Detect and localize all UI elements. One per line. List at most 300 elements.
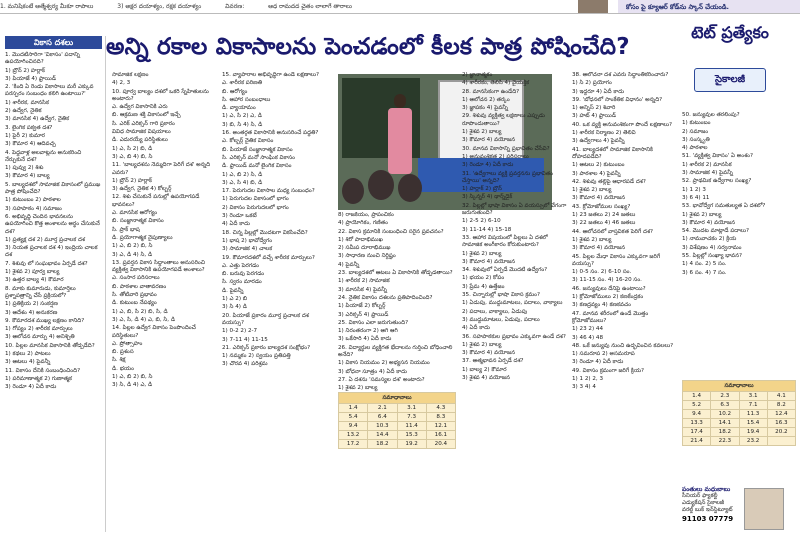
text-line: 53. భావోద్వేగ సమతుల్యత ఏ దశలో?	[682, 203, 766, 210]
text-line: 1) నామవాచకం 2) క్రియ	[682, 236, 737, 243]
text-line: 1) శైశవ 2) పూర్వ బాల్య	[5, 269, 60, 276]
text-line: 3) మానసిక 4) పైవన్నీ	[338, 286, 387, 293]
text-line: 1) 23 జతలు 2) 24 జతలు	[572, 212, 636, 219]
text-line: 30. మానవ వికాసాన్ని ప్రభావితం చేసేవి?	[462, 145, 550, 152]
text-line: 2) వికాసం పెరుగుదలలో భాగం	[222, 204, 289, 211]
text-line: 1) శైశవ 2) బాల్య	[572, 236, 612, 243]
table-row	[339, 422, 456, 431]
text-line: 4. పెద్దవాళ్ల అలవాట్లను అనుకరించి నేర్చుకునే దశ?	[5, 149, 82, 163]
text-line: 48. ఒకే జన్యువు నుంచి ఉద్భవించిన కవలలు?	[572, 342, 674, 349]
text-line: 3) సహపాఠం 4) సమాజం	[5, 205, 62, 212]
table-cell: 9.4	[683, 410, 711, 419]
table-cell: 12.1	[426, 422, 455, 431]
text-line: 3) కౌమార 4) వయోజన	[462, 137, 516, 144]
text-line: 27. ఏ దశను 'సమస్యల దశ' అంటారు?	[338, 376, 425, 383]
table-cell: 3.1	[397, 404, 426, 413]
text-line: 4) ఏదీ కాదు	[222, 221, 250, 228]
table-cell: 10.2	[711, 410, 739, 419]
table-cell: 19.2	[397, 440, 426, 449]
table-cell: 5.2	[683, 401, 711, 410]
answers-table-1	[338, 392, 456, 449]
text-line: డి. భయం	[112, 365, 134, 372]
text-line: సి. స్వరం మారడం	[222, 279, 262, 286]
text-line: 2) పదాలు, వాక్యాలు, ఏడుపు	[462, 308, 528, 315]
text-line: 17. పెరుగుదల వికాసాల మధ్య సంబంధం?	[222, 188, 315, 195]
table-cell: 9.4	[339, 422, 368, 431]
table-cell: 17.2	[339, 440, 368, 449]
text-line: 39. 'బోధనలో సాంకేతిక విధానం' అన్నది?	[572, 96, 663, 103]
table-row	[339, 413, 456, 422]
sidebar-heading: వికాస దశలు	[5, 36, 102, 49]
text-line: బి. సంజ్ఞానాత్మక వికాసం	[112, 218, 164, 225]
table-row	[339, 431, 456, 440]
text-line: 3) సంస్కృతి	[682, 136, 710, 143]
text-line: బి. పియాజే సంజ్ఞానాత్మక వికాసం	[222, 146, 293, 153]
text-line: వివిధ సామాజిక విషయాలు	[112, 129, 171, 136]
text-line: 1) ఎ, సి 2) బి, డి	[112, 145, 153, 152]
text-line: 1) ప్రత్యక్ష దశ 2) మూర్త ప్రచాలక దశ	[5, 236, 85, 243]
table-cell: 2.1	[368, 404, 397, 413]
author-phone: 91103 07779	[682, 515, 734, 523]
top-strip-item: 3) అక్షర దయాళ్యం, రక్షక దయాళ్యం	[117, 3, 202, 10]
table-cell: 3.1	[739, 392, 767, 401]
text-line: డి. పైవన్నీ	[222, 287, 244, 294]
table-cell: 18.2	[368, 440, 397, 449]
table-row	[683, 392, 796, 401]
text-line: 3) 3 4) 4	[572, 384, 596, 391]
student	[368, 170, 394, 200]
text-line: 3) కౌమార 4) ఆదివచ్చ	[5, 141, 56, 148]
text-line: 3) ఆదేశం 4) అనుకరణ	[5, 309, 58, 316]
text-line: 4) ప్రాయోగికం, గణితం	[338, 220, 388, 227]
text-line: 4) పాఠశాల	[682, 145, 708, 152]
table-cell	[767, 437, 795, 446]
text-line: 23. బాల్యదశలో ఆటలు ఏ వికాసానికి తోడ్పడతాయి?	[338, 270, 453, 277]
table-row	[683, 401, 796, 410]
top-strip-item: 1. మనిషికంటే ఆత్మేశ్వర్య మీకూ రాపాలు	[0, 3, 94, 10]
table-cell: 13.3	[683, 419, 711, 428]
text-line: 1) ఆటలు 2) కుటుంబం	[572, 162, 625, 169]
text-line: 1) శారీరక 2) సామాజిక	[338, 278, 390, 285]
column-4	[462, 72, 568, 534]
author-line: ఎడ్యుకేషన్ సైకాలజీ	[682, 500, 724, 506]
table-cell: 23.2	[739, 437, 767, 446]
text-line: 3) 11-14 4) 15-18	[462, 226, 512, 233]
text-line: 1) శారీరక, మానసిక	[5, 99, 49, 106]
text-line: 11. 'బాల్యదశను నెమ్మదిగా పెరిగే దశ' అన్నది ఎవరు?	[112, 162, 211, 176]
text-line: 3) శైశవ 4) వయోజన	[462, 374, 510, 381]
text-line: డి. ఎదురయ్యే పరిస్థితులు	[112, 137, 168, 144]
text-line: 1) 0-5 సం. 2) 6-10 సం.	[572, 269, 632, 276]
text-line: 1) శైశవ 2) బాల్య	[338, 385, 378, 392]
text-line: 1) సమరూప 2) అసమరూప	[572, 351, 635, 358]
table-cell: 14.1	[711, 419, 739, 428]
student	[342, 178, 364, 204]
text-line: 1) ప్రతిక్రియ 2) సంకర్షణ	[5, 301, 58, 308]
text-line: 1) శైశవ 2) బాల్య	[462, 250, 502, 257]
text-line: 18. చిన్న పిల్లల్లో మొదటగా వికసించేది?	[222, 229, 308, 236]
text-line: 47. మానవ శరీరంలో ఉండే మొత్తం క్రోమోజోములు?	[572, 310, 649, 324]
text-line: 3) కౌమార 4) వయోజన	[462, 350, 516, 357]
text-line: 2) ఉద్వేగ, నైతిక	[5, 108, 42, 115]
column-3	[338, 212, 458, 534]
text-line: 3) రెండూ 4) ఏదీ కాదు	[572, 359, 624, 366]
text-line: 1) పరిమాణాత్మక 2) గుణాత్మక	[5, 375, 72, 382]
table-cell: 8.2	[767, 401, 795, 410]
text-line: 3) కౌమార 4) వయోజన	[682, 219, 736, 226]
table-cell: 17.4	[683, 428, 711, 437]
text-line: 3) సి, డి 4) ఎ, డి	[112, 382, 153, 389]
table-cell: 19.4	[739, 428, 767, 437]
text-line: 3) ఎ, బి 4) బి, సి	[112, 153, 153, 160]
text-line: 3) ఎ, సి, డి 4) ఎ, బి, సి, డి	[112, 316, 175, 323]
table-cell: 16.1	[426, 431, 455, 440]
text-line: 10. పిల్లల మానసిక వికాసానికి తోడ్పడేది?	[5, 342, 95, 349]
text-line: 3) నియత ప్రచాలక దశ 4) ఇంద్రియ చాలక దశ	[5, 245, 98, 259]
table-cell: 15.3	[397, 431, 426, 440]
text-line: 3) సామాజిక 4) పైవన్నీ	[682, 170, 733, 177]
top-strip	[0, 0, 800, 14]
table-row	[683, 419, 796, 428]
table-cell: 4.1	[767, 392, 795, 401]
table-cell: 18.2	[711, 428, 739, 437]
text-line: 26. విద్యార్థుల వ్యక్తిగత భేదాలను గుర్తించి బోధించాలి అనేది?	[338, 344, 453, 359]
text-line: 3) ఎ, సి 4) బి, డి	[222, 179, 263, 186]
text-line: 3) ఎ, డి 4) సి, డి	[112, 251, 153, 258]
author-box	[682, 486, 796, 534]
text-line: 40. ఒక వ్యక్తి అనువంశికంగా పొందే లక్షణాలు?	[572, 121, 673, 128]
text-line: 37. ఆత్మభావన ఏర్పడే దశ?	[462, 358, 524, 365]
text-line: 12. శిశు చేసుకునే పనుల్లో ఉపయోగపడే భావనలు?	[112, 194, 200, 208]
text-line: 1) బాల్య 2) కౌమార	[462, 366, 507, 373]
table-cell: 8.3	[426, 413, 455, 422]
text-line: 1) కుటుంబం	[682, 120, 711, 127]
table-cell: 10.3	[368, 422, 397, 431]
text-line: 3) రెండూ 4) ఏదీ కాదు	[462, 162, 514, 169]
text-line: 42. శిశువు తల్లిపై ఆధారపడే దశ?	[572, 178, 646, 185]
column-1	[112, 72, 216, 534]
text-line: ఎ. ప్రోత్సాహం	[112, 340, 143, 347]
text-line: డి. కుటుంబ నేపథ్యం	[112, 300, 157, 307]
text-line: 25. వికాసం ఎలా జరుగుతుంది?	[338, 319, 409, 326]
table-cell: 14.4	[368, 431, 397, 440]
author-line: వరల్డ్ బుక్ ఇన్‌స్టిట్యూట్	[682, 507, 733, 513]
text-line: 1) పైరీ 2) కుమార	[5, 132, 45, 139]
text-line: 3) విశేషణం 4) సర్వనామం	[682, 244, 742, 251]
text-line: 8) రాజకీయం, ప్రాపంచికం	[338, 212, 394, 218]
text-line: 1) శైశవ 2) బాల్య	[572, 187, 612, 194]
text-line: 3) రెండూ ఒకటే	[222, 213, 257, 220]
student	[398, 174, 422, 202]
text-line: 3) స్కిన్నర్ 4) థార్న్‌డైక్	[462, 194, 513, 201]
text-line: 43. క్రోమోజోముల సంఖ్య?	[572, 203, 631, 210]
text-line: 14. పిల్లల ఉద్వేగ వికాసం పెంపొందించే పరిస్థితులు?	[112, 325, 196, 339]
text-line: 3) ఉత్తర బాల్య 4) కౌమార	[5, 277, 64, 284]
text-line: డి. ఫ్రాయిడ్ మనో లైంగిక వికాసం	[222, 163, 292, 170]
text-line: 22. వికాస క్రమానికి సంబంధించి సరైన ప్రవచనం?	[338, 228, 444, 235]
text-line: సి. ఎరిక్సన్ మనో సాంఘిక వికాసం	[222, 154, 295, 161]
text-line: 1) పెరుగుదల వికాసంలో భాగం	[222, 196, 289, 203]
text-line: 3) 46 4) 48	[572, 334, 604, 341]
table-cell: 7.3	[397, 413, 426, 422]
column-5	[572, 72, 678, 534]
text-line: 5. బాల్యదశలో సామాజిక వికాసంలో ప్రముఖ పాత్ర పోషించేది?	[5, 181, 101, 196]
text-line: బి. ఆక్రమణ శక్తి వికాసంలో ఇచ్చే	[112, 112, 181, 119]
text-line: సి. తోటివారి ప్రభావం	[112, 292, 157, 299]
text-line: 3) కౌమార 4) వయోజన	[572, 195, 626, 202]
text-line: 3) 6 సం. 4) 7 సం.	[682, 269, 727, 276]
text-line: 1) నమ్మకం 2) స్వయం ప్రతిపత్తి	[222, 353, 291, 360]
text-line: 1) హర్లాక్ 2) బ్రౌన్	[462, 186, 502, 193]
text-line: 3. లైంగిక పక్వత దశ?	[5, 124, 53, 131]
text-line: 3) కౌమార 4) బాల్య	[5, 173, 50, 180]
table-row	[339, 440, 456, 449]
text-line: 1) శైశవ 2) బాల్య	[462, 341, 502, 348]
text-line: 20. పియాజే ప్రకారం మూర్త ప్రచాలక దశ వయస్సు?	[222, 312, 309, 326]
text-line: 21. ఎరిక్సన్ ప్రకారం బాల్యదశ సంక్షోభం?	[222, 344, 311, 351]
table-row	[339, 404, 456, 413]
text-line: 1. మొదటిసారిగా 'వికాసం' పదాన్ని ఉపయోగించినది?	[5, 52, 80, 66]
teacher-head	[394, 94, 406, 108]
text-line: 1) శైశవ 2) బాల్య	[462, 129, 502, 136]
text-line: 3) ఒకేసారి 4) ఏదీ కాదు	[338, 336, 392, 343]
text-line: 11. వికాసం దేనికి సంబంధించింది?	[5, 367, 81, 374]
text-line: 3) కౌమార 4) వయోజన	[462, 258, 516, 265]
text-line: 1) 2-5 2) 6-10	[462, 218, 501, 225]
text-line: 1) 1 2) 3	[682, 186, 706, 193]
table-cell: 20.2	[767, 428, 795, 437]
text-line: 41. బాల్యదశలో సామాజిక వికాసానికి దోహదపడేది?	[572, 146, 653, 160]
text-line: 3) కణద్రవ్యం 4) కణకవచం	[572, 302, 632, 309]
text-line: 3) హట్ 4) ఫ్రాయిడ్	[572, 113, 617, 120]
table-cell: 22.3	[711, 437, 739, 446]
text-line: 3) పియాజే 4) ఫ్రాయిడ్	[5, 75, 56, 82]
text-line: 49. వికాసం క్రమంగా జరిగే క్రియ?	[572, 367, 645, 374]
text-line: 3) ఆటలు 4) పైవన్నీ	[5, 359, 51, 366]
answers-heading: సమాధానాలు	[683, 381, 796, 392]
text-line: 1) పియాజే 2) కోల్బర్గ్	[338, 303, 386, 310]
headline: అన్ని రకాల వికాసాలను పెంచడంలో కీలక పాత్ర పోషించేది?	[106, 34, 630, 60]
text-line: 15. వ్యాపారాల అభివృద్ధిగా ఉండే లక్షణాలు?	[222, 72, 319, 78]
table-cell: 16.3	[767, 419, 795, 428]
text-line: 4) శారీరకం, తెలిసి 4) వైయక్తిక	[462, 80, 530, 87]
answers-heading: సమాధానాలు	[339, 393, 456, 404]
text-line: 1) భాష 2) భావోద్వేగం	[222, 237, 273, 244]
text-line: 1) పువ్వు 2) శిశు	[5, 165, 44, 172]
text-line: 1) శిరో పాదాభిముఖ	[338, 236, 383, 243]
text-line: 38. ఆలోచనా దశ ఎవరు సిద్ధాంతీకరించారు?	[572, 72, 669, 78]
text-line: ఎ. సంసార పరిసరాలు	[112, 275, 160, 282]
badge-title: టెట్ ప్రత్యేకం	[678, 24, 782, 60]
text-line: 6. అభివృద్ధి చెందిన భావనలను ఉపయోగించి కొత్త అంశాలను అర్థం చేసుకునే దశ?	[5, 213, 100, 235]
text-line: 4) 2, 3	[112, 80, 131, 87]
badge	[678, 24, 782, 108]
text-line: 7. శిశువు లో సంఘభావం ఏర్పడే దశ?	[5, 260, 88, 267]
text-line: ఎ. ఎత్తు పెరగడం	[222, 262, 260, 269]
column-2	[222, 72, 332, 534]
text-line: 51. 'వ్యక్తిత్వ వికాసం' ఏ అంశం?	[682, 153, 753, 160]
table-cell: 13.2	[339, 431, 368, 440]
text-line: బి. ఆరోగ్యం	[222, 88, 248, 95]
table-row	[683, 410, 796, 419]
table-row	[683, 437, 796, 446]
text-line: 1) బ్రౌన్ 2) హర్లాక్	[112, 177, 152, 184]
text-line: 3) చొరవ 4) పరిశ్రమ	[222, 361, 268, 368]
text-line: సామాజిక లక్షణం	[112, 72, 149, 78]
author-photo	[744, 488, 784, 530]
top-strip-item: వివరణ:	[225, 3, 245, 10]
text-line: 1) 1 2) 2, 3	[572, 375, 604, 382]
text-line: 55. పిల్లల్లో సంఖ్యా భావన?	[682, 253, 742, 260]
text-line: 44. ఆలోచనలో వాస్తవికత పెరిగే దశ?	[572, 228, 654, 235]
text-line: 34. శిశువులో ఏర్పడే మొదటి ఉద్వేగం?	[462, 267, 548, 274]
answers-table-2	[682, 380, 796, 446]
table-cell: 6.3	[711, 401, 739, 410]
text-line: బి. బరువు పెరగడం	[222, 271, 265, 278]
text-line: సి. ఆహార సంబంధాలు	[222, 96, 271, 103]
text-line: 1) భయం 2) కోపం	[462, 275, 505, 282]
table-cell: 20.4	[426, 440, 455, 449]
text-line: 9. కౌమారదశ ముఖ్య లక్షణం కానిది?	[5, 317, 85, 324]
table-row	[683, 428, 796, 437]
text-line: 1) ఎ 2) బి	[222, 296, 248, 303]
table-cell: 4.3	[426, 404, 455, 413]
text-line: 3) ప్రేమ 4) ఉత్తేజం	[462, 283, 505, 290]
text-line: 1) సి 2) ప్రయోగం	[572, 80, 612, 87]
text-line: 1) శారీరక 2) మానసిక	[682, 161, 732, 168]
text-line: 1) వికాస నియమం 2) అభ్యసన నియమం	[338, 360, 430, 367]
text-line: 1) అనువంశికత 2) పరిసరాలు	[462, 153, 529, 160]
text-line: 3) సి 4) డి	[222, 304, 247, 311]
text-line: 1) గోప్యం 2) శారీరక మార్పులు	[5, 326, 73, 333]
text-line: 3) ఆలోచన మార్పు 4) అనిశ్చితి	[5, 334, 75, 341]
author-name: పంతులు మధుబాబు	[682, 486, 731, 493]
text-line: 1) కుటుంబం 2) పాఠశాల	[5, 197, 61, 204]
table-cell: 7.1	[739, 401, 767, 410]
teacher	[388, 108, 412, 174]
sidebar-body	[5, 52, 102, 391]
text-line: 45. పిల్లల మేధా వికాసం ఎక్కువగా జరిగే వయస్సు?	[572, 253, 661, 267]
text-line: డి. వ్యాయామం	[222, 105, 256, 112]
table-cell: 21.4	[683, 437, 711, 446]
text-line: 3) ఇద్దరూ 4) ఏదీ కాదు	[572, 88, 625, 95]
text-line: 3) జ్ఞాపకం 4) పైవన్నీ	[462, 105, 509, 112]
author-line: సీనియర్ ఫ్యాకల్టీ	[682, 493, 718, 499]
top-strip-item: ఆధ రామదద చైతం లాలాగే తారాలు	[268, 3, 352, 10]
table-cell: 1.4	[683, 392, 711, 401]
table-cell: 15.4	[739, 419, 767, 428]
text-line: 4) ఏదీ కాదు	[462, 325, 490, 332]
text-line: 1) శైశవ 2) బాల్య	[682, 211, 722, 218]
text-line: ఎ. శారీరక పరిణతి	[222, 80, 263, 87]
text-line: 19. కౌమారదశలో వచ్చే శారీరక మార్పులు?	[222, 254, 315, 261]
text-line: 52. ప్రాథమిక ఉద్వేగాల సంఖ్య?	[682, 178, 752, 185]
text-line: 3) ఉద్వేగ, నైతిక 4) కోల్బర్గ్	[112, 186, 172, 193]
text-line: 3) పాఠశాల 4) పైవన్నీ	[572, 170, 621, 177]
text-line: 1) ఎ, బి 2) సి, డి	[222, 171, 263, 178]
table-cell: 1.4	[339, 404, 368, 413]
text-line: సి. ఎరిక్ ఎరిక్సన్ గారి ప్రకారం	[112, 120, 175, 127]
text-line: 24. నైతిక వికాసం దశలను ప్రతిపాదించింది?	[338, 294, 433, 301]
text-line: 2) జ్ఞానాత్మకం	[462, 72, 493, 78]
text-line: 10. పూర్వ బాల్యం దశలో ఒకరి స్నేహితులను అంటారు?	[112, 88, 209, 102]
sidebar	[2, 36, 106, 532]
text-line: 8. మాకు కుమారుడు, కుమార్తెలు ప్రశ్నాపత్రాన్ని చేసే ప్రక్రియలో?	[5, 285, 76, 299]
text-line: 3) 22 జతలు 4) 46 జతలు	[572, 220, 636, 227]
text-line: 2) సమీప దూరాభిముఖ	[338, 245, 391, 252]
text-line: 50. జన్యువుల తరలింపు?	[682, 112, 740, 118]
table-cell: 5.4	[339, 413, 368, 422]
text-line: 3) ఉద్వేగాలు 4) పైవన్నీ	[572, 138, 625, 145]
text-line: 16. అంతర్గత వికాసానికి అనుసరించే పద్ధతి?	[222, 130, 319, 137]
text-line: 3) బి, సి 4) సి, డి	[222, 121, 263, 128]
text-line: 3) కౌమార 4) వయోజన	[572, 245, 626, 252]
text-line: 1) అన్నిస్ 2) శివారి	[572, 105, 616, 112]
text-line: 1) ఎ, సి 2) ఎ, డి	[222, 113, 262, 120]
table-cell: 2.3	[711, 392, 739, 401]
text-line: 36. సహపాఠకుల ప్రభావం ఎక్కువగా ఉండే దశ?	[462, 333, 566, 340]
text-line: బి. పాఠశాల వాతావరణం	[112, 283, 167, 290]
table-cell: 12.4	[767, 410, 795, 419]
text-line: 28. మానసికంగా ఉండేది?	[462, 88, 520, 95]
text-line: 1) ఆలోచన 2) తర్కం	[462, 96, 510, 103]
text-line: 1) 23 2) 44	[572, 326, 604, 333]
text-line: ఎ. ఉద్వేగ వికాసానికి ఎరు	[112, 104, 168, 111]
text-line: 3) రెండూ 4) ఏదీ కాదు	[5, 384, 57, 391]
table-cell: 11.4	[397, 422, 426, 431]
text-line: సి. శిక్ష	[112, 357, 126, 364]
text-line: సి. ప్రాక్ భాష	[112, 226, 140, 233]
text-line: ఎ. కోల్బర్గ్ నైతిక వికాసం	[222, 138, 274, 145]
badge-tag: సైకాలజీ	[694, 68, 766, 92]
text-line: 1) బ్రౌన్ 2) హర్లాక్	[5, 67, 45, 74]
text-line: 3) 6 4) 11	[682, 194, 710, 201]
text-line: 1) శారీరక నిర్మాణం 2) తెలివి	[572, 130, 636, 137]
text-line: 2) సమాజం	[682, 128, 709, 135]
text-line: 1) కథలు 2) పాటలు	[5, 350, 51, 357]
text-line: 1) ఏడుపు, ముద్దుమాటలు, పదాలు, వాక్యాలు	[462, 300, 563, 307]
text-line: 3) ముద్దుమాటలు, ఏడుపు, పదాలు	[462, 316, 540, 323]
text-line: డి. ప్రయోగాత్మక నైపుణ్యాలు	[112, 234, 173, 241]
text-line: 3) 7-11 4) 11-15	[222, 336, 268, 343]
text-line: 1) క్రోమోజోములు 2) కణకేంద్రకం	[572, 294, 644, 301]
text-line: 54. మొదట మాట్లాడే పదాలు?	[682, 228, 749, 235]
text-line: 1) 4 సం. 2) 5 సం.	[682, 261, 727, 268]
text-line: 13. ప్రవర్తన వికాస సిద్ధాంతాలు అనుసరించి వ్యక్తిత్వ వికాసానికి ఉపయోగపడే అంశాలు?	[112, 259, 206, 274]
text-line: ఎ. మానసిక ఆరోగ్యం	[112, 210, 158, 217]
text-line: 32. పిల్లల్లో భాషా వికాసం ఏ వయస్సులో వేగంగా జరుగుతుంది?	[462, 202, 567, 217]
text-line: 1) నిరంతరంగా 2) ఆగి ఆగి	[338, 328, 398, 335]
text-line: 3) 11-15 సం. 4) 16-20 సం.	[572, 277, 642, 284]
table-cell: 11.3	[739, 410, 767, 419]
text-line: 3) సాధారణ నుంచి నిర్దిష్టం	[338, 253, 396, 260]
text-line: 3) బోధనా సూత్రం 4) ఏదీ కాదు	[338, 368, 407, 375]
text-line: 4) పైవన్నీ	[338, 261, 360, 268]
text-line: 46. జన్యువులు దేనిపై ఉంటాయి?	[572, 285, 646, 292]
text-line: 33. ఆహార విషయంలో పిల్లలు ఏ దశలో సామాజిక అంగీకారం కోరుకుంటారు?	[462, 234, 548, 249]
text-line: 31. 'ఉద్వేగాలు వ్యక్తి ప్రవర్తనను ప్రభావితం చేస్తాయి' అన్నది?	[462, 170, 553, 184]
text-line: 1) ఎ, బి 2) బి, సి	[112, 373, 153, 380]
text-line: 1) 0-2 2) 2-7	[222, 328, 258, 335]
qr-banner: కోసం పై క్యూఆర్ కోడ్‌ను స్కాన్ చేయండి.	[618, 0, 800, 14]
text-line: 3) మానసిక 4) ఉద్వేగ, నైతిక	[5, 116, 70, 123]
text-line: 1) ఎ, బి 2) బి, సి	[112, 243, 153, 250]
text-line: బి. ప్రశంస	[112, 349, 134, 356]
text-line: 1) ఎ, బి, సి 2) బి, సి, డి	[112, 308, 168, 315]
text-line: 35. చిన్నారుల్లో భాషా వికాస క్రమం?	[462, 292, 540, 299]
table-cell: 6.4	[368, 413, 397, 422]
top-photo	[578, 0, 608, 14]
